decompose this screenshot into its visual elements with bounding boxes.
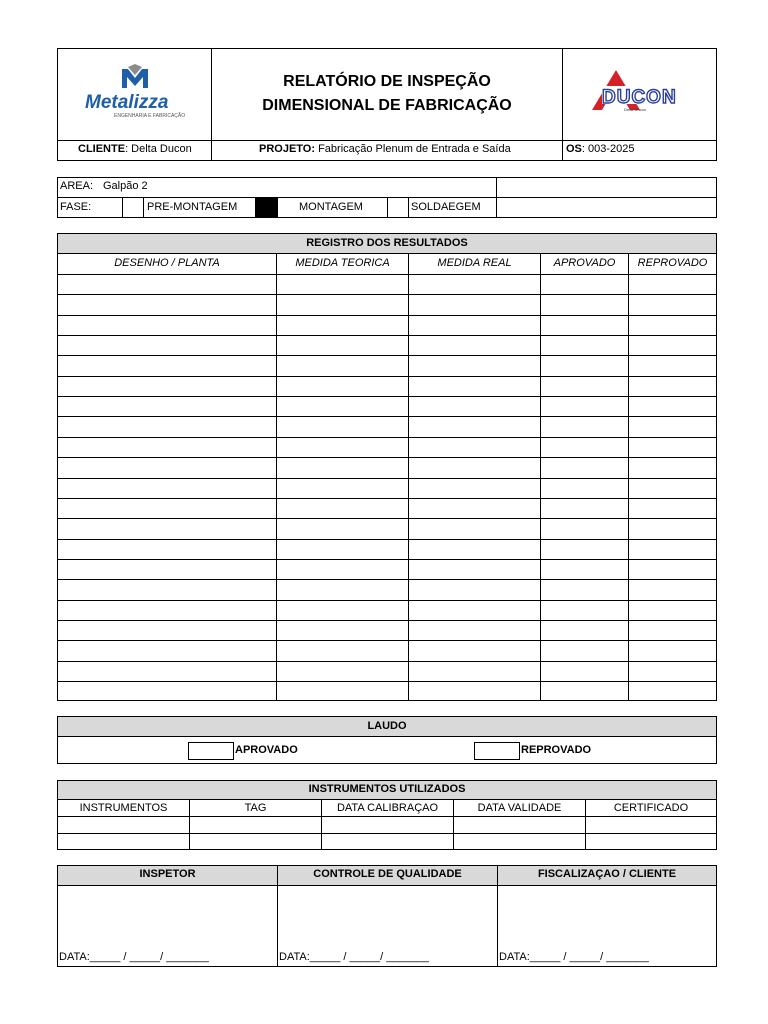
table-row: [57, 539, 717, 540]
instruments-col-header: DATA CALIBRAÇÃO: [336, 803, 439, 814]
ducon-logo-mark: [588, 68, 698, 114]
header-divider: [57, 140, 717, 141]
results-divider: [57, 253, 717, 254]
instruments-title: INSTRUMENTOS UTILIZADOS: [308, 784, 466, 795]
cliente-value: : Delta Ducon: [125, 144, 192, 155]
ducon-logo: [588, 68, 698, 114]
instruments-divider: [57, 799, 717, 800]
table-row: [57, 396, 717, 397]
cliente-label: CLIENTE: [78, 144, 126, 155]
table-row: [57, 478, 717, 479]
table-row: [57, 681, 717, 682]
table-row: [57, 620, 717, 621]
signature-date-inspetor: DATA:_____ / _____/ _______: [59, 952, 210, 963]
metalizza-logo-tagline: ENGENHARIA E FABRICAÇÃO: [114, 113, 186, 119]
metalizza-logo: [80, 64, 190, 122]
signature-date-fiscalizacao: DATA:_____ / _____/ _______: [499, 952, 650, 963]
results-table: [57, 233, 717, 701]
projeto-label: PROJETO:: [259, 144, 316, 155]
table-row: [57, 294, 717, 295]
projeto-value: Fabricação Plenum de Entrada e Saída: [315, 144, 511, 155]
table-row: [57, 437, 717, 438]
signature-header-inspetor: INSPETOR: [139, 869, 196, 880]
ducon-logo-text: DUCON: [602, 87, 677, 108]
page-title: [212, 70, 562, 118]
laudo-title: LAUDO: [367, 721, 407, 732]
table-row: [57, 579, 717, 580]
fase-divider: [408, 197, 409, 218]
os-label: OS: [566, 144, 582, 155]
fase-option-montagem: MONTAGEM: [299, 202, 363, 213]
laudo-aprovado-checkbox[interactable]: [188, 742, 234, 760]
instruments-col-header: DATA VALIDADE: [477, 803, 562, 814]
laudo-reprovado-label: REPROVADO: [521, 745, 592, 756]
table-row: [57, 335, 717, 336]
title-line-2: DIMENSIONAL DE FABRICAÇÃO: [262, 97, 512, 114]
instruments-col-header: TAG: [244, 803, 267, 814]
fase-label: FASE:: [60, 202, 92, 213]
laudo-divider: [57, 736, 717, 737]
projeto-field: [259, 144, 511, 158]
results-col-header: REPROVADO: [637, 258, 708, 269]
table-row: [57, 640, 717, 641]
results-title: REGISTRO DOS RESULTADOS: [306, 238, 468, 249]
title-line-1: RELATÓRIO DE INSPEÇÃO: [283, 73, 491, 90]
table-row: [57, 498, 717, 499]
signatures-divider: [57, 885, 717, 886]
fase-divider: [387, 197, 388, 218]
os-field: [566, 144, 635, 158]
table-row: [57, 274, 717, 275]
instruments-col-header: INSTRUMENTOS: [79, 803, 168, 814]
table-row: [57, 600, 717, 601]
area-value: Galpão 2: [103, 181, 148, 192]
metalizza-logo-text: Metalizza: [85, 92, 169, 113]
header-divider: [562, 48, 563, 161]
table-row: [57, 518, 717, 519]
signature-header-controle-qualidade: CONTROLE DE QUALIDADE: [313, 869, 462, 880]
area-divider: [496, 177, 497, 218]
table-row: [57, 559, 717, 560]
table-row: [57, 661, 717, 662]
results-col-header: MEDIDA REAL: [437, 258, 512, 269]
results-col-header: DESENHO / PLANTA: [114, 258, 220, 269]
fase-divider: [143, 197, 144, 218]
results-col-header: APROVADO: [553, 258, 616, 269]
fase-option-soldagem: SOLDAEGEM: [411, 202, 481, 213]
signature-date-controle-qualidade: DATA:_____ / _____/ _______: [279, 952, 430, 963]
area-label: ÁREA:: [60, 181, 94, 192]
fase-checkbox-pre-montagem[interactable]: [255, 198, 278, 218]
os-value: : 003-2025: [581, 144, 635, 155]
signature-header-fiscalizacao: FISCALIZAÇÃO / CLIENTE: [537, 869, 677, 880]
metalizza-logo-mark: [80, 64, 190, 122]
cliente-field: [78, 144, 192, 158]
instruments-col-header: CERTIFICADO: [613, 803, 689, 814]
instruments-divider: [57, 816, 717, 817]
instruments-divider: [57, 833, 717, 834]
laudo-reprovado-checkbox[interactable]: [474, 742, 520, 760]
table-row: [57, 416, 717, 417]
fase-divider: [122, 197, 123, 218]
table-row: [57, 355, 717, 356]
results-col-header: MEDIDA TEÓRICA: [295, 258, 390, 269]
table-row: [57, 376, 717, 377]
laudo-aprovado-label: APROVADO: [235, 745, 298, 756]
ducon-logo-tagline: Delta Ducon: [624, 107, 647, 112]
fase-option-pre-montagem: PRÉ-MONTAGEM: [147, 202, 238, 213]
table-row: [57, 315, 717, 316]
table-row: [57, 457, 717, 458]
